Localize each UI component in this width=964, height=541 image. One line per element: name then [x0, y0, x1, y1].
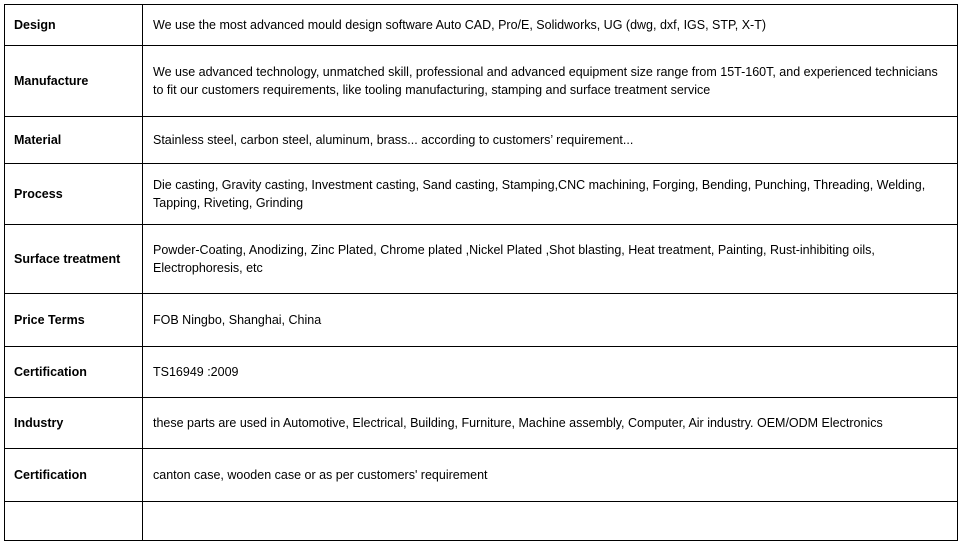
row-value-empty [143, 502, 958, 541]
row-value-price-terms: FOB Ningbo, Shanghai, China [143, 294, 958, 347]
row-label-empty [5, 502, 143, 541]
row-label-manufacture: Manufacture [5, 46, 143, 117]
table-row [5, 46, 958, 117]
table-row [5, 449, 958, 502]
table-row [5, 294, 958, 347]
table-row [5, 117, 958, 164]
row-value-certification: TS16949 :2009 [143, 347, 958, 398]
table-row [5, 347, 958, 398]
row-label-packing-certification: Certification [5, 449, 143, 502]
table-row [5, 502, 958, 541]
product-specification-table [4, 4, 958, 541]
row-value-design: We use the most advanced mould design software Auto CAD, Pro/E, Solidworks, UG (dwg, dxf, IGS, STP, X-T) [143, 5, 958, 46]
row-label-price-terms: Price Terms [5, 294, 143, 347]
row-value-material: Stainless steel, carbon steel, aluminum, brass... according to customers’ requirement... [143, 117, 958, 164]
row-label-industry: Industry [5, 398, 143, 449]
row-value-surface-treatment: Powder-Coating, Anodizing, Zinc Plated, Chrome plated ,Nickel Plated ,Shot blasting, Heat treatment, Painting, Rust-inhibiting oils, Electrophoresis, etc [143, 225, 958, 294]
row-label-material: Material [5, 117, 143, 164]
table-row [5, 225, 958, 294]
table-row [5, 164, 958, 225]
row-label-surface-treatment: Surface treatment [5, 225, 143, 294]
row-value-process: Die casting, Gravity casting, Investment casting, Sand casting, Stamping,CNC machining, Forging, Bending, Punching, Threading, Welding, Tapping, Riveting, Grinding [143, 164, 958, 225]
row-label-design: Design [5, 5, 143, 46]
row-label-certification: Certification [5, 347, 143, 398]
row-value-industry: these parts are used in Automotive, Electrical, Building, Furniture, Machine assembly, Computer, Air industry. OEM/ODM Electronics [143, 398, 958, 449]
table-row [5, 398, 958, 449]
row-value-packing: canton case, wooden case or as per customers' requirement [143, 449, 958, 502]
table-row [5, 5, 958, 46]
row-label-process: Process [5, 164, 143, 225]
row-value-manufacture: We use advanced technology, unmatched skill, professional and advanced equipment size range from 15T-160T, and experienced technicians to fit our customers requirements, like tooling manufacturing, stamping and surface treatment service [143, 46, 958, 117]
